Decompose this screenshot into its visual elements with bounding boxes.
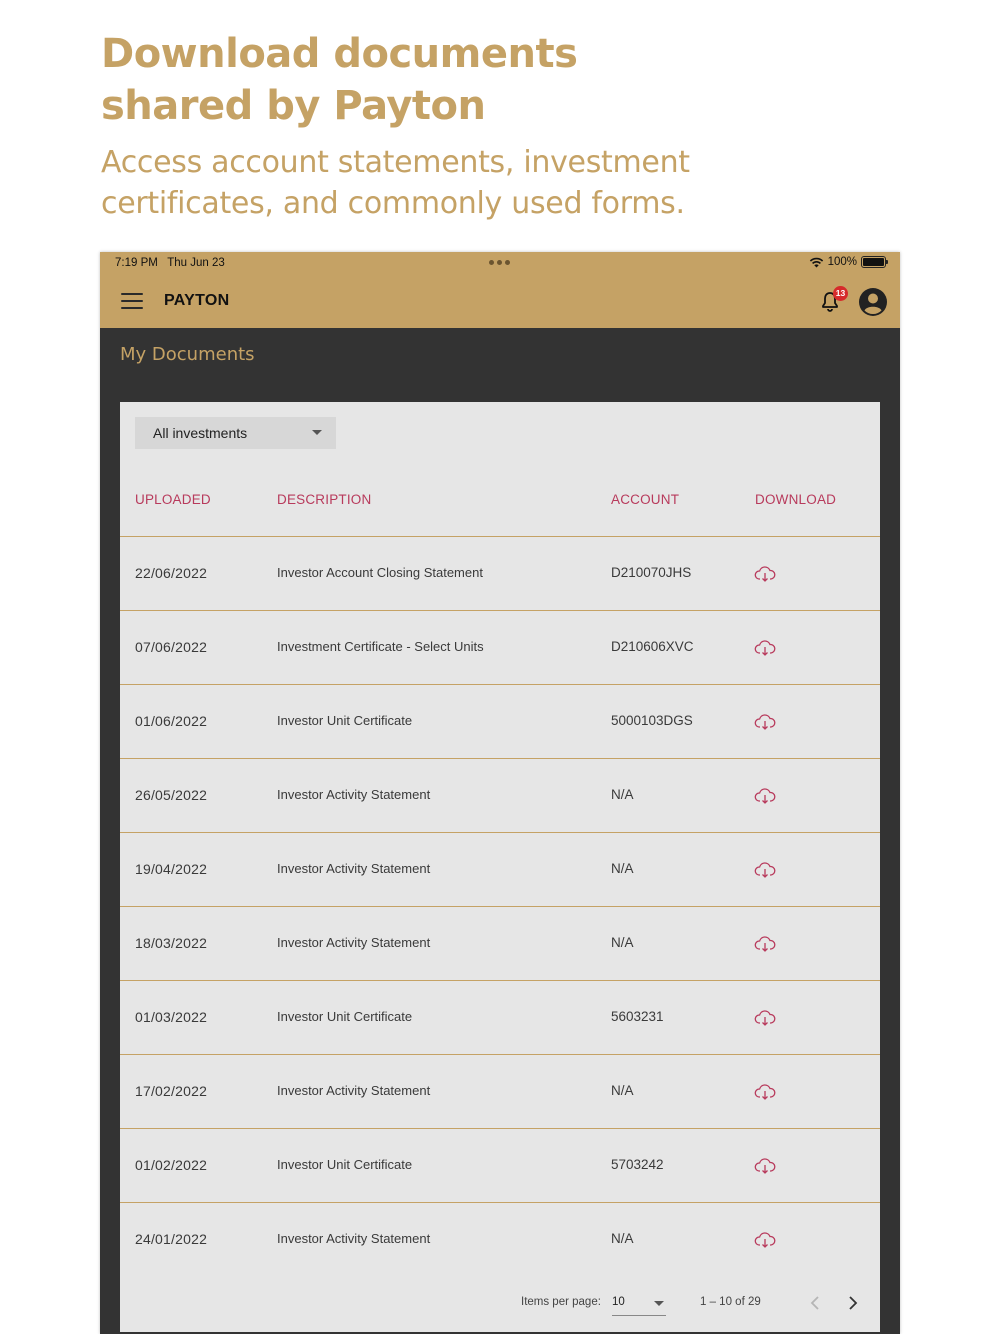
cloud-download-icon[interactable] <box>754 639 776 657</box>
items-per-page-value: 10 <box>612 1296 625 1308</box>
filter-selected-value: All investments <box>153 425 248 441</box>
uploaded-date: 01/03/2022 <box>135 1009 208 1025</box>
account-id: 5603231 <box>611 1009 664 1024</box>
column-uploaded[interactable]: UPLOADED <box>135 492 211 507</box>
cloud-download-icon[interactable] <box>754 1009 776 1027</box>
next-page-button[interactable] <box>846 1295 860 1311</box>
hero-subtitle: Access account statements, investment certificates, and commonly used forms. <box>101 145 690 221</box>
status-time: 7:19 PM Thu Jun 23 <box>115 257 225 269</box>
document-description: Investor Activity Statement <box>277 1231 431 1246</box>
account-id: 5703242 <box>611 1157 664 1172</box>
column-description[interactable]: DESCRIPTION <box>277 492 372 507</box>
uploaded-date: 01/06/2022 <box>135 713 208 729</box>
uploaded-date: 24/01/2022 <box>135 1231 208 1247</box>
document-description: Investor Activity Statement <box>277 1083 431 1098</box>
cloud-download-icon[interactable] <box>754 1157 776 1175</box>
paginator <box>120 1282 880 1322</box>
cloud-download-icon[interactable] <box>754 787 776 805</box>
uploaded-date: 19/04/2022 <box>135 861 208 877</box>
table-row <box>120 981 880 1055</box>
table-row <box>120 685 880 759</box>
table-row <box>120 907 880 981</box>
document-description: Investment Certificate - Select Units <box>277 639 484 654</box>
document-description: Investor Unit Certificate <box>277 713 413 728</box>
column-account[interactable]: ACCOUNT <box>611 492 680 507</box>
account-id: 5000103DGS <box>611 713 693 728</box>
documents-card <box>120 402 880 1332</box>
table-body <box>120 537 880 1277</box>
account-id: D210070JHS <box>611 565 692 580</box>
account-id: D210606XVC <box>611 639 694 654</box>
battery-icon <box>861 256 886 268</box>
cloud-download-icon[interactable] <box>754 1231 776 1249</box>
document-description: Investor Unit Certificate <box>277 1157 413 1172</box>
page-title: My Documents <box>120 344 255 365</box>
account-id: N/A <box>611 861 634 876</box>
status-indicators <box>809 256 886 268</box>
table-row <box>120 1129 880 1203</box>
table-row <box>120 833 880 907</box>
page-range: 1 – 10 of 29 <box>700 1296 761 1308</box>
uploaded-date: 17/02/2022 <box>135 1083 208 1099</box>
document-description: Investor Activity Statement <box>277 787 431 802</box>
table-row <box>120 611 880 685</box>
account-id: N/A <box>611 935 634 950</box>
account-id: N/A <box>611 787 634 802</box>
table-row <box>120 1055 880 1129</box>
cloud-download-icon[interactable] <box>754 935 776 953</box>
table-header <box>120 482 880 537</box>
caret-down-icon <box>312 430 322 435</box>
items-per-page-label: Items per page: <box>521 1296 601 1308</box>
document-description: Investor Activity Statement <box>277 861 431 876</box>
brand-logo[interactable]: PAYTON <box>164 292 230 309</box>
cloud-download-icon[interactable] <box>754 861 776 879</box>
items-per-page-select[interactable] <box>612 1292 666 1316</box>
battery-percent: 100% <box>827 256 857 268</box>
uploaded-date: 07/06/2022 <box>135 639 208 655</box>
wifi-icon <box>809 256 824 268</box>
caret-down-icon <box>654 1301 664 1306</box>
cloud-download-icon[interactable] <box>754 1083 776 1101</box>
account-id: N/A <box>611 1231 634 1246</box>
column-download: DOWNLOAD <box>755 492 837 507</box>
uploaded-date: 01/02/2022 <box>135 1157 208 1173</box>
uploaded-date: 26/05/2022 <box>135 787 208 803</box>
account-id: N/A <box>611 1083 634 1098</box>
table-row <box>120 537 880 611</box>
table-row <box>120 759 880 833</box>
app-header <box>100 252 900 328</box>
previous-page-button[interactable] <box>808 1295 822 1311</box>
cloud-download-icon[interactable] <box>754 565 776 583</box>
document-description: Investor Account Closing Statement <box>277 565 483 580</box>
cloud-download-icon[interactable] <box>754 713 776 731</box>
uploaded-date: 22/06/2022 <box>135 565 208 581</box>
notification-badge: 13 <box>833 286 848 301</box>
investment-filter-select[interactable] <box>135 417 336 449</box>
multitask-dots-icon[interactable] <box>489 260 510 265</box>
hero-title: Download documents shared by Payton <box>101 31 578 129</box>
document-description: Investor Unit Certificate <box>277 1009 413 1024</box>
account-icon[interactable] <box>858 287 888 317</box>
table-row <box>120 1203 880 1277</box>
document-description: Investor Activity Statement <box>277 935 431 950</box>
menu-button[interactable] <box>121 293 143 311</box>
uploaded-date: 18/03/2022 <box>135 935 208 951</box>
app-window <box>100 252 900 1334</box>
